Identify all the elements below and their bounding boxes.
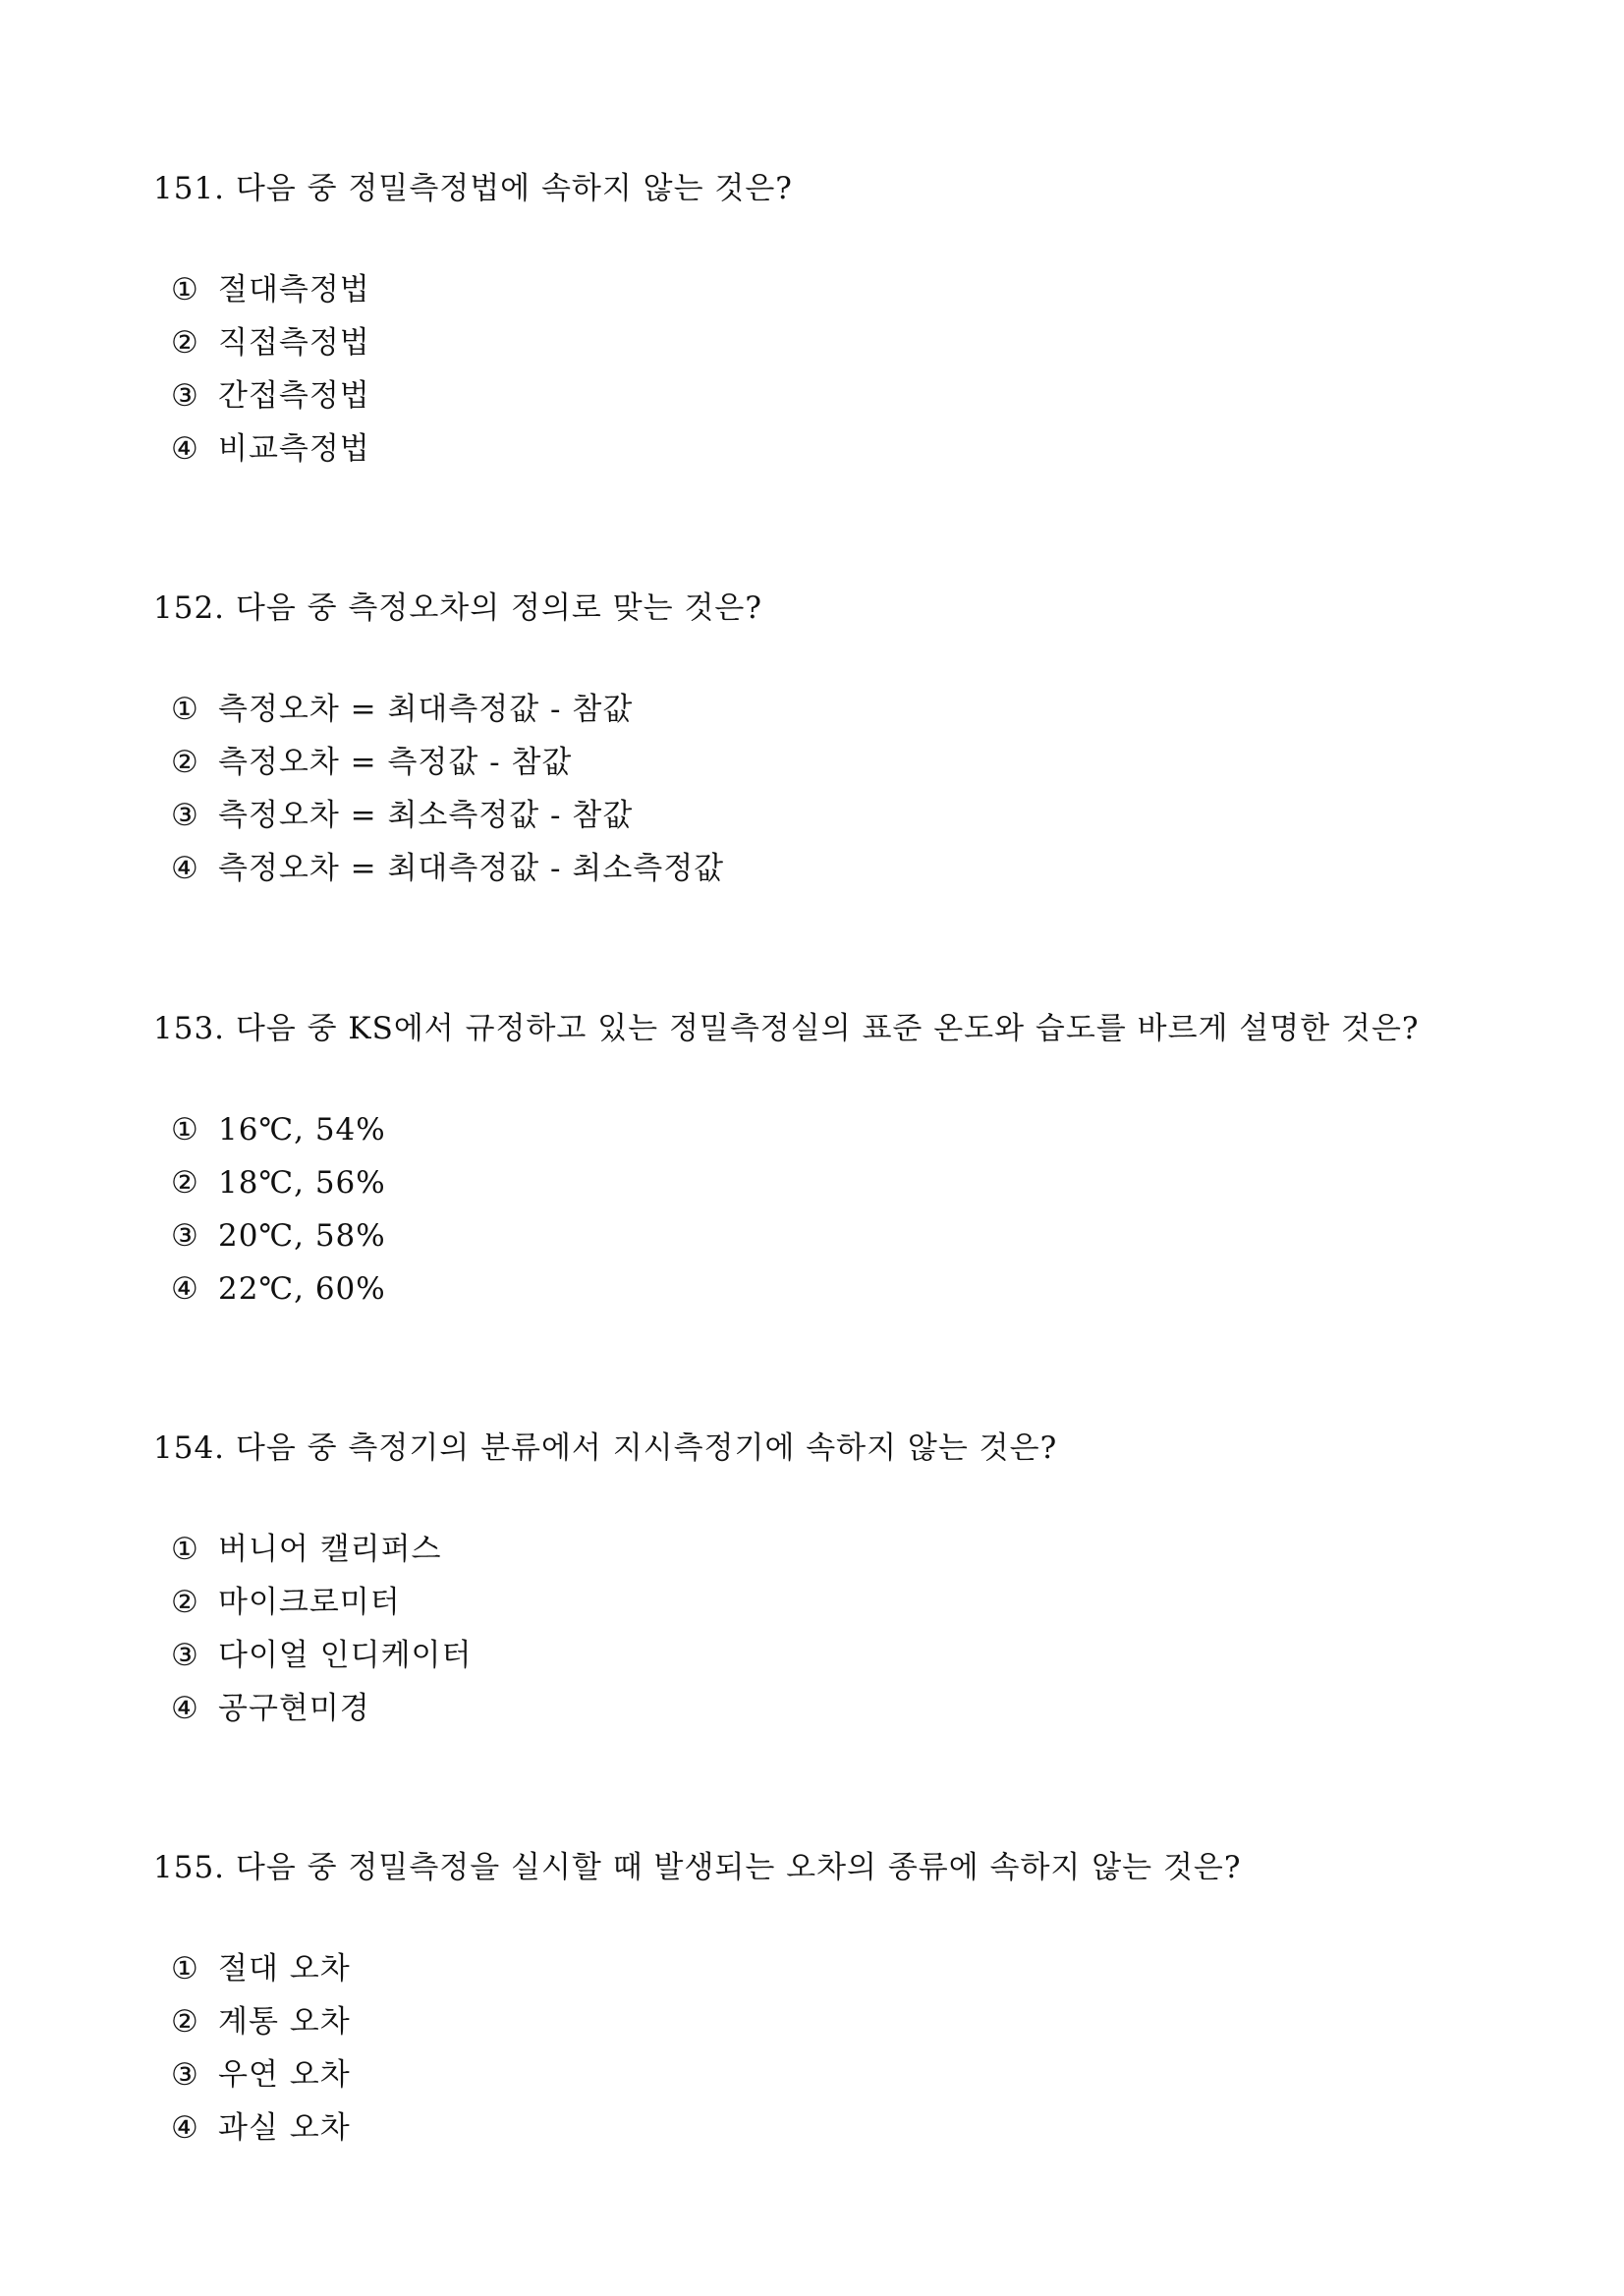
option-marker: ④ <box>171 1691 199 1726</box>
option-text: 20℃, 58% <box>218 1218 386 1254</box>
answer-option-4 <box>171 429 370 482</box>
question-text: 다음 중 정밀측정을 실시할 때 발생되는 오차의 종류에 속하지 않는 것은? <box>235 1850 1242 1885</box>
option-marker: ① <box>171 1532 199 1567</box>
option-text: 16℃, 54% <box>218 1112 386 1148</box>
answer-options <box>171 690 724 902</box>
answer-option-2 <box>171 1583 472 1636</box>
option-text: 공구현미경 <box>218 1691 370 1726</box>
answer-options <box>171 270 370 482</box>
question-152 <box>153 588 1529 886</box>
question-text: 다음 중 측정오차의 정의로 맞는 것은? <box>235 590 762 626</box>
answer-option-3 <box>171 2055 351 2108</box>
option-text: 측정오차 = 최대측정값 - 참값 <box>218 692 634 727</box>
option-marker: ④ <box>171 2110 199 2146</box>
question-stem <box>153 1428 1529 1468</box>
option-marker: ① <box>171 692 199 727</box>
answer-option-2 <box>171 323 370 376</box>
option-marker: ③ <box>171 798 199 833</box>
option-text: 18℃, 56% <box>218 1165 386 1201</box>
option-marker: ③ <box>171 1218 199 1254</box>
question-154 <box>153 1428 1529 1726</box>
answer-option-4 <box>171 1689 472 1742</box>
question-number: 151. <box>153 171 226 206</box>
answer-option-4 <box>171 849 724 902</box>
answer-option-2 <box>171 2002 351 2055</box>
option-text: 과실 오차 <box>218 2110 351 2146</box>
question-number: 153. <box>153 1011 226 1046</box>
option-text: 직접측정법 <box>218 325 370 361</box>
answer-option-1 <box>171 1110 386 1163</box>
question-text: 다음 중 측정기의 분류에서 지시측정기에 속하지 않는 것은? <box>235 1430 1058 1466</box>
option-text: 비교측정법 <box>218 431 370 467</box>
question-number: 155. <box>153 1850 226 1885</box>
option-marker: ② <box>171 2004 199 2040</box>
answer-option-3 <box>171 376 370 429</box>
answer-option-1 <box>171 1949 351 2002</box>
option-text: 절대 오차 <box>218 1951 351 1987</box>
question-155 <box>153 1848 1529 2146</box>
option-marker: ③ <box>171 1638 199 1673</box>
answer-option-4 <box>171 1269 386 1322</box>
answer-options <box>171 1949 351 2161</box>
question-stem <box>153 588 1529 628</box>
answer-option-2 <box>171 1163 386 1216</box>
answer-option-1 <box>171 270 370 323</box>
option-text: 간접측정법 <box>218 378 370 414</box>
question-153 <box>153 1009 1529 1307</box>
answer-option-4 <box>171 2108 351 2161</box>
question-stem <box>153 169 1529 208</box>
question-text: 다음 중 KS에서 규정하고 있는 정밀측정실의 표준 온도와 습도를 바르게 설명한 것은? <box>235 1011 1420 1046</box>
option-marker: ② <box>171 1165 199 1201</box>
question-stem <box>153 1848 1529 1887</box>
option-text: 측정오차 = 측정값 - 참값 <box>218 745 573 780</box>
option-marker: ② <box>171 325 199 361</box>
question-number: 152. <box>153 590 226 626</box>
option-text: 우연 오차 <box>218 2057 351 2093</box>
option-marker: ④ <box>171 431 199 467</box>
answer-option-3 <box>171 1636 472 1689</box>
answer-option-3 <box>171 1216 386 1269</box>
option-marker: ③ <box>171 2057 199 2093</box>
question-151 <box>153 169 1529 467</box>
option-text: 측정오차 = 최대측정값 - 최소측정값 <box>218 851 725 886</box>
answer-option-1 <box>171 690 724 743</box>
answer-options <box>171 1530 472 1742</box>
option-text: 절대측정법 <box>218 272 370 308</box>
option-marker: ① <box>171 1112 199 1148</box>
question-stem <box>153 1009 1529 1048</box>
answer-option-3 <box>171 796 724 849</box>
option-text: 마이크로미터 <box>218 1585 401 1620</box>
option-marker: ② <box>171 745 199 780</box>
option-marker: ③ <box>171 378 199 414</box>
option-marker: ① <box>171 272 199 308</box>
option-text: 측정오차 = 최소측정값 - 참값 <box>218 798 634 833</box>
option-marker: ④ <box>171 851 199 886</box>
option-marker: ④ <box>171 1271 199 1307</box>
question-text: 다음 중 정밀측정법에 속하지 않는 것은? <box>235 171 793 206</box>
answer-option-2 <box>171 743 724 796</box>
answer-options <box>171 1110 386 1322</box>
question-number: 154. <box>153 1430 226 1466</box>
option-marker: ② <box>171 1585 199 1620</box>
option-text: 버니어 캘리퍼스 <box>218 1532 442 1567</box>
option-text: 22℃, 60% <box>218 1271 386 1307</box>
option-text: 다이얼 인디케이터 <box>218 1638 473 1673</box>
option-marker: ① <box>171 1951 199 1987</box>
answer-option-1 <box>171 1530 472 1583</box>
option-text: 계통 오차 <box>218 2004 351 2040</box>
